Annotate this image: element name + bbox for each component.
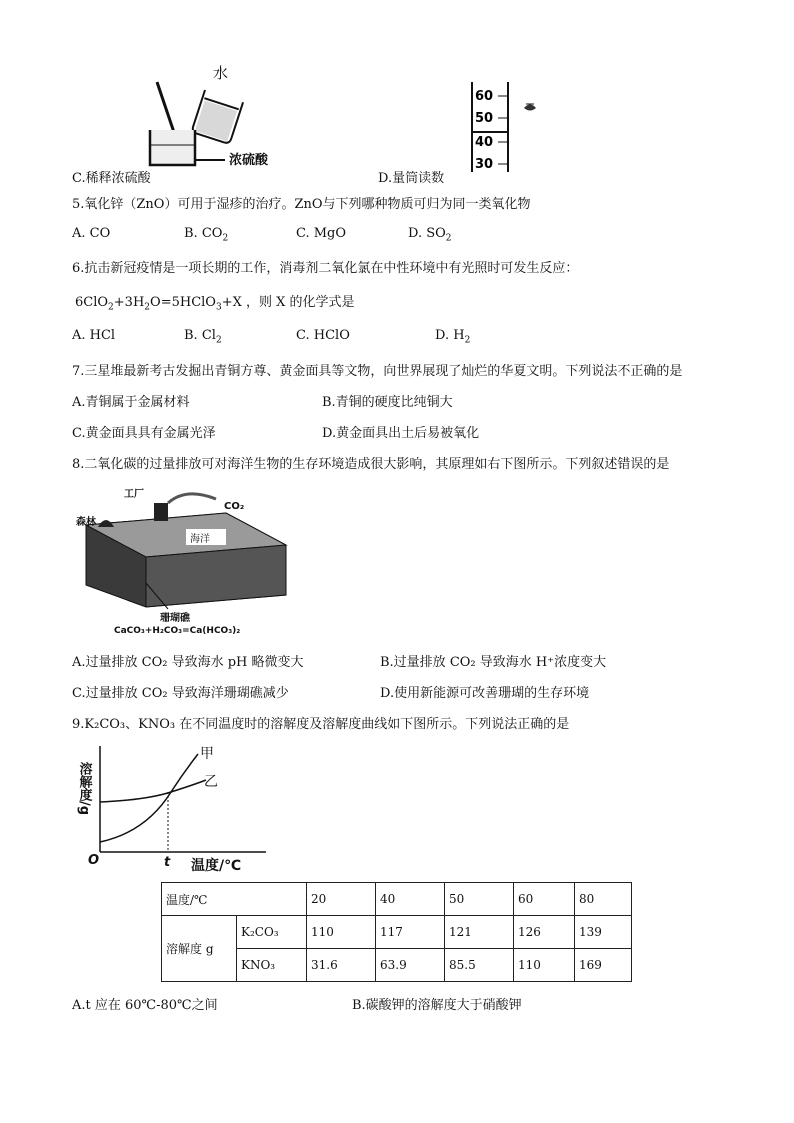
sol-header: 溶解度 g <box>162 916 237 982</box>
q8-option-a: A.过量排放 CO₂ 导致海水 pH 略微变大 <box>72 655 304 670</box>
co2-label: CO₂ <box>224 501 245 512</box>
temp-header: 温度/℃ <box>162 883 307 916</box>
dilute-acid-figure <box>145 60 315 175</box>
eye-icon <box>524 104 536 111</box>
q5-stem: 5.氧化锌（ZnO）可用于湿疹的治疗。ZnO与下列哪种物质可归为同一类氧化物 <box>72 197 531 212</box>
q8-option-d: D.使用新能源可改善珊瑚的生存环境 <box>380 686 590 701</box>
curve-jia-label: 甲 <box>200 746 214 762</box>
q9-stem: 9.K₂CO₃、KNO₃ 在不同温度时的溶解度及溶解度曲线如下图所示。下列说法正确的是 <box>72 717 570 732</box>
q6-equation: $6ClO_2+3H_2O=5HClO_3+X$ ，则 X 的化学式是 <box>75 295 355 313</box>
q5-option-d: D. $SO_2$ <box>408 226 452 244</box>
q7-option-a: A.青铜属于金属材料 <box>72 395 190 410</box>
factory-label: 工厂 <box>124 489 144 500</box>
q9-option-a: A.t 应在 60℃-80℃之间 <box>72 998 218 1013</box>
q7-option-b: B.青铜的硬度比纯铜大 <box>322 395 453 410</box>
curve-yi-label: 乙 <box>204 774 218 790</box>
curve-jia <box>100 754 198 842</box>
q6-stem: 6.抗击新冠疫情是一项长期的工作，消毒剂二氧化氯在中性环境中有光照时可发生反应： <box>72 261 579 276</box>
q4-label-d: D.量筒读数 <box>378 171 445 186</box>
curve-yi <box>100 780 206 802</box>
acid-label: 浓硫酸 <box>229 153 269 168</box>
q5-option-b: B. $CO_2$ <box>184 226 229 244</box>
q7-stem: 7.三星堆最新考古发掘出青铜方尊、黄金面具等文物，向世界展现了灿烂的华夏文明。下列说法不正确的是 <box>72 364 683 379</box>
q7-option-c: C.黄金面具具有金属光泽 <box>72 426 216 441</box>
q8-option-c: C.过量排放 CO₂ 导致海洋珊瑚礁减少 <box>72 686 289 701</box>
q4-label-c: C.稀释浓硫酸 <box>72 171 151 186</box>
q6-option-c: C. HClO <box>296 328 350 343</box>
q5-option-a: A. CO <box>72 226 111 241</box>
solubility-graph <box>76 742 276 877</box>
q6-option-b: B. $Cl_2$ <box>184 328 222 346</box>
q6-option-d: D. $H_2$ <box>435 328 471 346</box>
forest-label: 森林 <box>76 517 96 528</box>
graph-t: t <box>164 855 171 870</box>
svg-text:40: 40 <box>475 135 494 150</box>
q9-option-b: B.碳酸钾的溶解度大于硝酸钾 <box>352 998 522 1013</box>
solubility-table: 温度/℃ 20 40 50 60 80 溶解度 g K₂CO₃ 110 117 121 126 139 KNO₃ 31.6 63.9 85.5 110 169 <box>161 882 632 982</box>
svg-text:60: 60 <box>475 89 494 104</box>
cylinder-figure <box>468 82 548 174</box>
ocean-label: 海洋 <box>190 534 210 545</box>
q8-option-b: B.过量排放 CO₂ 导致海水 H⁺浓度变大 <box>380 655 607 670</box>
q8-stem: 8.二氧化碳的过量排放可对海洋生物的生存环境造成很大影响，其原理如右下图所示。下列叙述错误的是 <box>72 457 670 472</box>
ocean-co2-figure <box>76 485 296 635</box>
graph-ylabel: 溶解度/g <box>76 762 92 816</box>
svg-text:50: 50 <box>475 111 494 126</box>
graph-origin: O <box>88 853 100 868</box>
water-label: 水 <box>213 64 229 82</box>
q6-option-a: A. HCl <box>72 328 116 343</box>
graph-xlabel: 温度/℃ <box>191 858 242 874</box>
coral-equation: CaCO₃+H₂CO₃=Ca(HCO₃)₂ <box>114 626 241 635</box>
svg-text:30: 30 <box>475 157 494 172</box>
q5-option-c: C. MgO <box>296 226 347 241</box>
q7-option-d: D.黄金面具出土后易被氧化 <box>322 426 480 441</box>
coral-label: 珊瑚礁 <box>160 613 190 624</box>
